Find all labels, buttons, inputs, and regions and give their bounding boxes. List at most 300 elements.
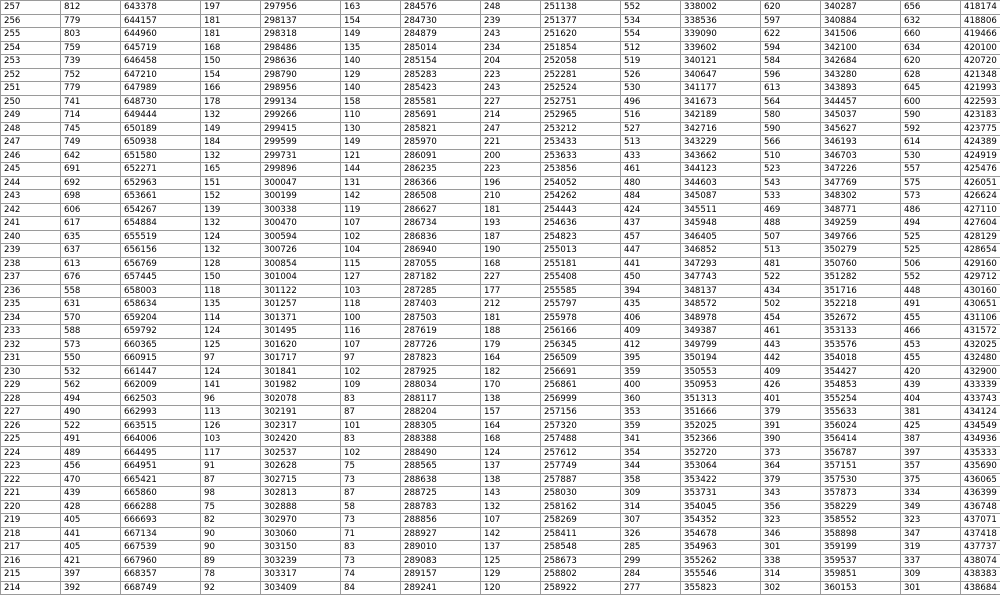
table-cell: 359851 (821, 568, 901, 582)
table-cell: 522 (61, 419, 121, 433)
table-cell: 298956 (261, 82, 341, 96)
table-cell: 352672 (821, 311, 901, 325)
table-cell: 74 (341, 568, 401, 582)
table-cell: 429712 (961, 271, 1000, 285)
table-cell: 302888 (261, 500, 341, 514)
table-cell: 357530 (821, 473, 901, 487)
table-cell: 667960 (121, 554, 201, 568)
table-cell: 287726 (401, 338, 481, 352)
table-cell: 300470 (261, 217, 341, 231)
table-cell: 285423 (401, 82, 481, 96)
table-cell: 241 (1, 217, 61, 231)
table-cell: 252965 (541, 109, 621, 123)
table-cell: 168 (201, 41, 261, 55)
table-cell: 286836 (401, 230, 481, 244)
table-cell: 118 (341, 298, 401, 312)
table-cell: 258548 (541, 541, 621, 555)
table-cell: 303317 (261, 568, 341, 582)
table-cell: 301495 (261, 325, 341, 339)
table-cell: 164 (481, 352, 541, 366)
table-cell: 631 (61, 298, 121, 312)
table-cell: 301620 (261, 338, 341, 352)
table-cell: 96 (201, 392, 261, 406)
table-cell: 340121 (681, 55, 761, 69)
table-cell: 137 (481, 541, 541, 555)
table-cell: 71 (341, 527, 401, 541)
table-cell: 250 (1, 95, 61, 109)
table-cell: 243 (481, 28, 541, 42)
table-cell: 425 (901, 419, 961, 433)
table-cell: 654267 (121, 203, 201, 217)
table-cell: 606 (61, 203, 121, 217)
table-cell: 466 (901, 325, 961, 339)
table-cell: 532 (61, 365, 121, 379)
table-cell: 357151 (821, 460, 901, 474)
table-cell: 114 (201, 311, 261, 325)
table-cell: 301257 (261, 298, 341, 312)
table-cell: 351282 (821, 271, 901, 285)
table-cell: 352366 (681, 433, 761, 447)
table-cell: 243 (1, 190, 61, 204)
table-cell: 441 (61, 527, 121, 541)
table-cell: 338 (761, 554, 821, 568)
table-cell: 221 (481, 136, 541, 150)
table-cell: 421993 (961, 82, 1000, 96)
table-cell: 437418 (961, 527, 1000, 541)
table-cell: 223 (481, 163, 541, 177)
table-cell: 257156 (541, 406, 621, 420)
table-cell: 613 (761, 82, 821, 96)
table-cell: 73 (341, 514, 401, 528)
table-cell: 665421 (121, 473, 201, 487)
table-cell: 424 (621, 203, 681, 217)
table-cell: 73 (341, 554, 401, 568)
table-cell: 149 (341, 136, 401, 150)
table-cell: 253212 (541, 122, 621, 136)
table-cell: 245 (1, 163, 61, 177)
table-cell: 298486 (261, 41, 341, 55)
table-cell: 165 (201, 163, 261, 177)
table-cell: 128 (201, 257, 261, 271)
table-cell: 566 (761, 136, 821, 150)
table-cell: 434 (761, 284, 821, 298)
table-cell: 420 (901, 365, 961, 379)
table-cell: 426624 (961, 190, 1000, 204)
table-cell: 405 (61, 541, 121, 555)
table-cell: 513 (621, 136, 681, 150)
table-cell: 256691 (541, 365, 621, 379)
table-cell: 425476 (961, 163, 1000, 177)
table-cell: 397 (901, 446, 961, 460)
table-cell: 137 (481, 460, 541, 474)
table-cell: 348771 (821, 203, 901, 217)
table-cell: 84 (341, 581, 401, 595)
table-cell: 243 (481, 82, 541, 96)
table-cell: 597 (761, 14, 821, 28)
table-cell: 666288 (121, 500, 201, 514)
table-cell: 251854 (541, 41, 621, 55)
table-cell: 285970 (401, 136, 481, 150)
table-cell: 562 (61, 379, 121, 393)
table-cell: 381 (901, 406, 961, 420)
table-cell: 649444 (121, 109, 201, 123)
table-cell: 143 (481, 487, 541, 501)
table-cell: 360153 (821, 581, 901, 595)
table-cell: 436399 (961, 487, 1000, 501)
table-cell: 359537 (821, 554, 901, 568)
table-cell: 634 (901, 41, 961, 55)
table-cell: 343893 (821, 82, 901, 96)
table-cell: 494 (901, 217, 961, 231)
table-cell: 129 (481, 568, 541, 582)
table-cell: 409 (761, 365, 821, 379)
table-cell: 354678 (681, 527, 761, 541)
table-cell: 435 (621, 298, 681, 312)
table-cell: 298636 (261, 55, 341, 69)
table-cell: 752 (61, 68, 121, 82)
table-cell: 142 (481, 527, 541, 541)
table-cell: 286366 (401, 176, 481, 190)
table-cell: 533 (761, 190, 821, 204)
table-cell: 215 (1, 568, 61, 582)
table-cell: 302420 (261, 433, 341, 447)
table-cell: 654884 (121, 217, 201, 231)
table-cell: 277 (621, 581, 681, 595)
table-cell: 525 (901, 244, 961, 258)
table-cell: 255585 (541, 284, 621, 298)
table-cell: 181 (481, 311, 541, 325)
table-cell: 660915 (121, 352, 201, 366)
table-cell: 307 (621, 514, 681, 528)
table-cell: 73 (341, 473, 401, 487)
table-cell: 226 (1, 419, 61, 433)
table-cell: 102 (341, 230, 401, 244)
table-cell: 428 (61, 500, 121, 514)
table-cell: 394 (621, 284, 681, 298)
table-cell: 392 (61, 581, 121, 595)
table-cell: 481 (761, 257, 821, 271)
table-cell: 359199 (821, 541, 901, 555)
table-cell: 355546 (681, 568, 761, 582)
table-cell: 342189 (681, 109, 761, 123)
table-cell: 438383 (961, 568, 1000, 582)
table-cell: 214 (481, 109, 541, 123)
table-cell: 650189 (121, 122, 201, 136)
table-row (1, 109, 1000, 123)
table-cell: 285154 (401, 55, 481, 69)
table-cell: 656769 (121, 257, 201, 271)
table-cell: 254262 (541, 190, 621, 204)
table-cell: 461 (621, 163, 681, 177)
table-cell: 351716 (821, 284, 901, 298)
table-row (1, 446, 1000, 460)
table-cell: 149 (201, 122, 261, 136)
table-cell: 181 (201, 14, 261, 28)
table-cell: 299599 (261, 136, 341, 150)
table-cell: 420100 (961, 41, 1000, 55)
table-row (1, 406, 1000, 420)
table-cell: 107 (481, 514, 541, 528)
table-cell: 430651 (961, 298, 1000, 312)
table-cell: 257320 (541, 419, 621, 433)
table-cell: 286508 (401, 190, 481, 204)
table-cell: 350953 (681, 379, 761, 393)
table-cell: 657445 (121, 271, 201, 285)
table-cell: 357 (901, 460, 961, 474)
table-row (1, 257, 1000, 271)
table-cell: 217 (1, 541, 61, 555)
table-cell: 223 (481, 68, 541, 82)
table-cell: 285283 (401, 68, 481, 82)
table-row (1, 352, 1000, 366)
table-cell: 190 (481, 244, 541, 258)
table-row (1, 122, 1000, 136)
table-row (1, 176, 1000, 190)
table-cell: 187 (481, 230, 541, 244)
table-cell: 249 (1, 109, 61, 123)
table-row (1, 311, 1000, 325)
table-cell: 230 (1, 365, 61, 379)
table-cell: 488 (761, 217, 821, 231)
table-cell: 252281 (541, 68, 621, 82)
table-cell: 590 (761, 122, 821, 136)
table-cell: 632 (901, 14, 961, 28)
table-row (1, 203, 1000, 217)
table-cell: 341673 (681, 95, 761, 109)
table-cell: 620 (901, 55, 961, 69)
table-cell: 255181 (541, 257, 621, 271)
table-cell: 125 (481, 554, 541, 568)
table-cell: 135 (201, 298, 261, 312)
table-cell: 326 (621, 527, 681, 541)
table-cell: 427110 (961, 203, 1000, 217)
table-row (1, 82, 1000, 96)
table-cell: 353133 (821, 325, 901, 339)
table-cell: 340647 (681, 68, 761, 82)
table-cell: 258922 (541, 581, 621, 595)
table-cell: 257887 (541, 473, 621, 487)
table-cell: 184 (201, 136, 261, 150)
table-cell: 355823 (681, 581, 761, 595)
table-cell: 346193 (821, 136, 901, 150)
table-cell: 652963 (121, 176, 201, 190)
table-cell: 554 (621, 28, 681, 42)
table-row (1, 95, 1000, 109)
table-cell: 109 (341, 379, 401, 393)
table-row (1, 68, 1000, 82)
table-cell: 121 (341, 149, 401, 163)
table-cell: 129 (341, 68, 401, 82)
table-cell: 289157 (401, 568, 481, 582)
table-cell: 489 (61, 446, 121, 460)
table-cell: 346 (761, 527, 821, 541)
table-cell: 812 (61, 1, 121, 15)
table-cell: 284879 (401, 28, 481, 42)
table-cell: 341 (621, 433, 681, 447)
table-cell: 285581 (401, 95, 481, 109)
table-cell: 225 (1, 433, 61, 447)
table-cell: 355633 (821, 406, 901, 420)
table-cell: 642 (61, 149, 121, 163)
table-cell: 258269 (541, 514, 621, 528)
table-cell: 90 (201, 541, 261, 555)
table-cell: 338002 (681, 1, 761, 15)
table-cell: 302 (761, 581, 821, 595)
table-cell: 221 (1, 487, 61, 501)
table-cell: 348572 (681, 298, 761, 312)
table-cell: 534 (621, 14, 681, 28)
table-cell: 288204 (401, 406, 481, 420)
table-cell: 300199 (261, 190, 341, 204)
table-row (1, 487, 1000, 501)
table-cell: 423775 (961, 122, 1000, 136)
table-cell: 423183 (961, 109, 1000, 123)
table-cell: 412 (621, 338, 681, 352)
table-cell: 434124 (961, 406, 1000, 420)
table-cell: 130 (341, 122, 401, 136)
table-cell: 135 (341, 41, 401, 55)
table-cell: 339090 (681, 28, 761, 42)
table-cell: 115 (341, 257, 401, 271)
table-cell: 255 (1, 28, 61, 42)
table-cell: 157 (481, 406, 541, 420)
table-cell: 287182 (401, 271, 481, 285)
table-cell: 426 (761, 379, 821, 393)
table-cell: 255408 (541, 271, 621, 285)
table-row (1, 230, 1000, 244)
table-cell: 447 (621, 244, 681, 258)
table-cell: 257 (1, 1, 61, 15)
table-cell: 558 (61, 284, 121, 298)
table-cell: 228 (1, 392, 61, 406)
table-cell: 303060 (261, 527, 341, 541)
table-cell: 594 (761, 41, 821, 55)
table-cell: 301371 (261, 311, 341, 325)
table-cell: 258802 (541, 568, 621, 582)
table-cell: 82 (201, 514, 261, 528)
table-cell: 340884 (821, 14, 901, 28)
table-cell: 664006 (121, 433, 201, 447)
table-cell: 286235 (401, 163, 481, 177)
table-cell: 441 (621, 257, 681, 271)
table-cell: 436065 (961, 473, 1000, 487)
table-cell: 287823 (401, 352, 481, 366)
table-cell: 356024 (821, 419, 901, 433)
table-cell: 288034 (401, 379, 481, 393)
table-cell: 364 (761, 460, 821, 474)
table-cell: 255013 (541, 244, 621, 258)
table-cell: 421348 (961, 68, 1000, 82)
table-cell: 287055 (401, 257, 481, 271)
table-cell: 349766 (821, 230, 901, 244)
table-cell: 656156 (121, 244, 201, 258)
table-cell: 387 (901, 433, 961, 447)
table-cell: 124 (201, 365, 261, 379)
table-cell: 354018 (821, 352, 901, 366)
table-cell: 227 (481, 95, 541, 109)
table-cell: 323 (761, 514, 821, 528)
table-cell: 645719 (121, 41, 201, 55)
table-cell: 92 (201, 581, 261, 595)
table-cell: 379 (761, 406, 821, 420)
table-cell: 239 (1, 244, 61, 258)
table-cell: 622 (761, 28, 821, 42)
table-cell: 234 (481, 41, 541, 55)
table-cell: 251620 (541, 28, 621, 42)
table-cell: 124 (481, 446, 541, 460)
table-cell: 614 (901, 136, 961, 150)
table-cell: 239 (481, 14, 541, 28)
table-cell: 418806 (961, 14, 1000, 28)
table-cell: 442 (761, 352, 821, 366)
table-cell: 525 (901, 230, 961, 244)
table-cell: 287619 (401, 325, 481, 339)
table-cell: 344603 (681, 176, 761, 190)
table-cell: 646458 (121, 55, 201, 69)
table-cell: 285691 (401, 109, 481, 123)
table-row (1, 28, 1000, 42)
table-cell: 113 (201, 406, 261, 420)
table-cell: 300726 (261, 244, 341, 258)
table-row (1, 163, 1000, 177)
table-cell: 253856 (541, 163, 621, 177)
table-cell: 480 (621, 176, 681, 190)
table-cell: 227 (481, 271, 541, 285)
table-cell: 256509 (541, 352, 621, 366)
table-cell: 570 (61, 311, 121, 325)
table-cell: 643378 (121, 1, 201, 15)
table-cell: 256166 (541, 325, 621, 339)
table-cell: 432900 (961, 365, 1000, 379)
table-cell: 346703 (821, 149, 901, 163)
table-cell: 354 (621, 446, 681, 460)
table-cell: 644960 (121, 28, 201, 42)
table-row (1, 136, 1000, 150)
table-cell: 358229 (821, 500, 901, 514)
table-cell: 745 (61, 122, 121, 136)
table-cell: 254823 (541, 230, 621, 244)
table-cell: 152 (201, 190, 261, 204)
table-cell: 354427 (821, 365, 901, 379)
table-cell: 287403 (401, 298, 481, 312)
table-cell: 434936 (961, 433, 1000, 447)
table-cell: 98 (201, 487, 261, 501)
table-cell: 298137 (261, 14, 341, 28)
table-cell: 132 (201, 109, 261, 123)
table-cell: 179 (481, 338, 541, 352)
table-cell: 103 (201, 433, 261, 447)
table-cell: 437071 (961, 514, 1000, 528)
table-cell: 432480 (961, 352, 1000, 366)
table-cell: 284576 (401, 1, 481, 15)
table-cell: 530 (901, 149, 961, 163)
table-row (1, 514, 1000, 528)
table-cell: 75 (201, 500, 261, 514)
table-cell: 502 (761, 298, 821, 312)
table-cell: 319 (901, 541, 961, 555)
table-cell: 526 (621, 68, 681, 82)
table-cell: 637 (61, 244, 121, 258)
table-cell: 461 (761, 325, 821, 339)
table-cell: 204 (481, 55, 541, 69)
table-cell: 666693 (121, 514, 201, 528)
table-cell: 177 (481, 284, 541, 298)
table-cell: 658003 (121, 284, 201, 298)
table-cell: 457 (621, 230, 681, 244)
table-cell: 469 (761, 203, 821, 217)
table-cell: 254443 (541, 203, 621, 217)
table-row (1, 541, 1000, 555)
